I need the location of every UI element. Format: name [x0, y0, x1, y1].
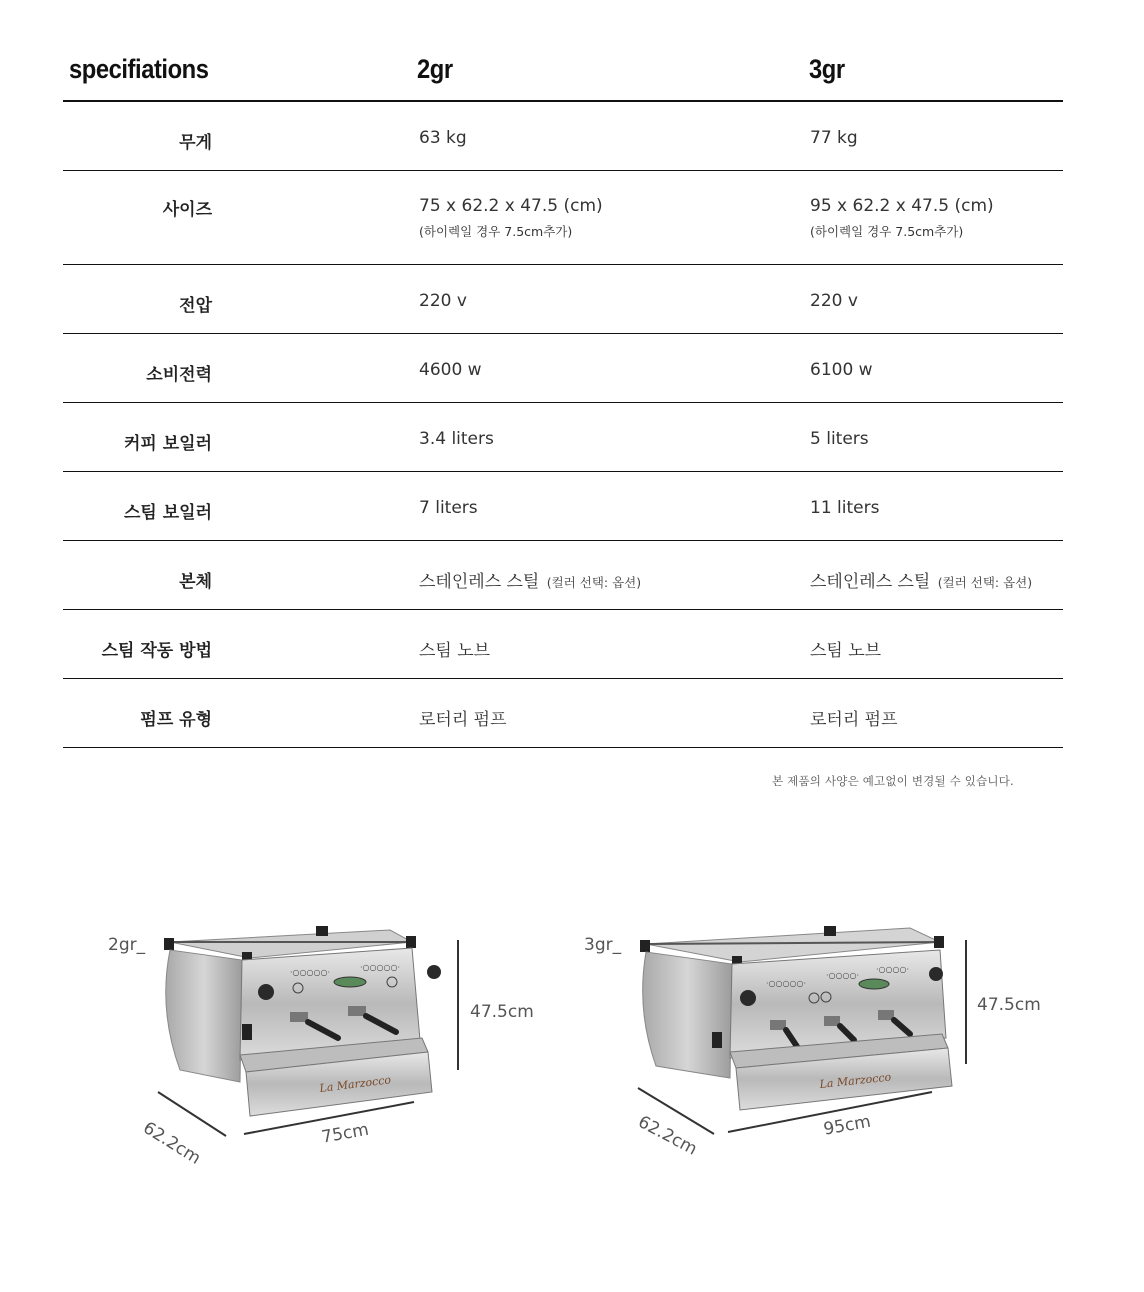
spec-row-size — [63, 171, 1063, 265]
spec-row-weight — [63, 102, 1063, 171]
spec-header-2gr: 2gr — [417, 54, 453, 84]
spec-row-pump-type — [63, 679, 1063, 748]
value-2gr — [419, 196, 603, 240]
value-3gr: 로터리 펌프 — [810, 710, 898, 730]
machine-2gr-width: 75cm — [320, 1119, 371, 1148]
value-2gr: 4600 w — [419, 360, 482, 380]
value-3gr — [810, 196, 994, 240]
machine-2gr-brand: La Marzocco — [318, 1073, 392, 1095]
machine-3gr-brand: La Marzocco — [818, 1070, 892, 1091]
machine-2gr-dimension-lines — [150, 930, 470, 1160]
value-2gr-note: (컬러 선택: 옵션) — [546, 575, 642, 590]
value-3gr-main: 스테인레스 스틸 — [810, 572, 931, 592]
value-2gr-main: 스테인레스 스틸 — [419, 572, 540, 592]
row-label: 사이즈 — [162, 200, 212, 220]
row-label: 무게 — [179, 133, 212, 153]
value-2gr: 7 liters — [419, 498, 478, 518]
value-2gr: 로터리 펌프 — [419, 710, 507, 730]
machine-3gr-label: 3gr_ — [584, 935, 622, 955]
machine-3gr-depth: 62.2cm — [634, 1112, 701, 1160]
spec-row-coffee-boiler — [63, 403, 1063, 472]
machine-2gr-height: 47.5cm — [470, 1002, 534, 1022]
value-2gr-sub: (하이렉일 경우 7.5cm추가) — [419, 224, 573, 239]
spec-row-body — [63, 541, 1063, 610]
svg-text:·○○○○·: ·○○○○· — [876, 965, 910, 974]
machine-3gr-height: 47.5cm — [977, 995, 1041, 1015]
spec-row-steam-operation — [63, 610, 1063, 679]
value-3gr: 스팀 노브 — [810, 641, 882, 661]
value-3gr: 220 v — [810, 291, 858, 311]
row-label: 스팀 작동 방법 — [101, 641, 212, 661]
spec-header — [63, 40, 1063, 102]
value-2gr: 63 kg — [419, 128, 467, 148]
spec-row-power — [63, 334, 1063, 403]
row-label: 소비전력 — [146, 365, 212, 385]
value-2gr-main: 75 x 62.2 x 47.5 (cm) — [419, 196, 603, 216]
value-3gr — [810, 567, 1032, 592]
value-3gr: 6100 w — [810, 360, 873, 380]
value-3gr: 5 liters — [810, 429, 869, 449]
machine-3gr-width: 95cm — [822, 1111, 873, 1140]
spec-header-3gr: 3gr — [809, 54, 845, 84]
value-2gr: 스팀 노브 — [419, 641, 491, 661]
value-3gr-main: 95 x 62.2 x 47.5 (cm) — [810, 196, 994, 216]
value-3gr-note: (컬러 선택: 옵션) — [937, 575, 1033, 590]
value-2gr — [419, 567, 641, 592]
spec-row-steam-boiler — [63, 472, 1063, 541]
value-2gr: 220 v — [419, 291, 467, 311]
value-3gr-sub: (하이렉일 경우 7.5cm추가) — [810, 224, 964, 239]
value-3gr: 11 liters — [810, 498, 880, 518]
machine-2gr-depth: 62.2cm — [139, 1118, 205, 1169]
row-label: 커피 보일러 — [123, 434, 212, 454]
spec-table — [63, 40, 1063, 748]
svg-text:·○○○○○·: ·○○○○○· — [766, 979, 806, 988]
row-label: 본체 — [179, 572, 212, 592]
machine-2gr-label: 2gr_ — [108, 935, 146, 955]
value-3gr: 77 kg — [810, 128, 858, 148]
row-label: 스팀 보일러 — [123, 503, 212, 523]
svg-text:·○○○○·: ·○○○○· — [826, 971, 860, 980]
machine-3gr-dimension-lines — [630, 930, 980, 1150]
spec-row-voltage — [63, 265, 1063, 334]
svg-text:·○○○○○·: ·○○○○○· — [360, 963, 400, 972]
disclaimer-note: 본 제품의 사양은 예고없이 변경될 수 있습니다. — [772, 774, 1014, 788]
row-label: 펌프 유형 — [140, 710, 212, 730]
row-label: 전압 — [179, 296, 212, 316]
value-2gr: 3.4 liters — [419, 429, 494, 449]
spec-header-label: specifiations — [69, 54, 209, 84]
svg-text:·○○○○○·: ·○○○○○· — [290, 968, 330, 977]
